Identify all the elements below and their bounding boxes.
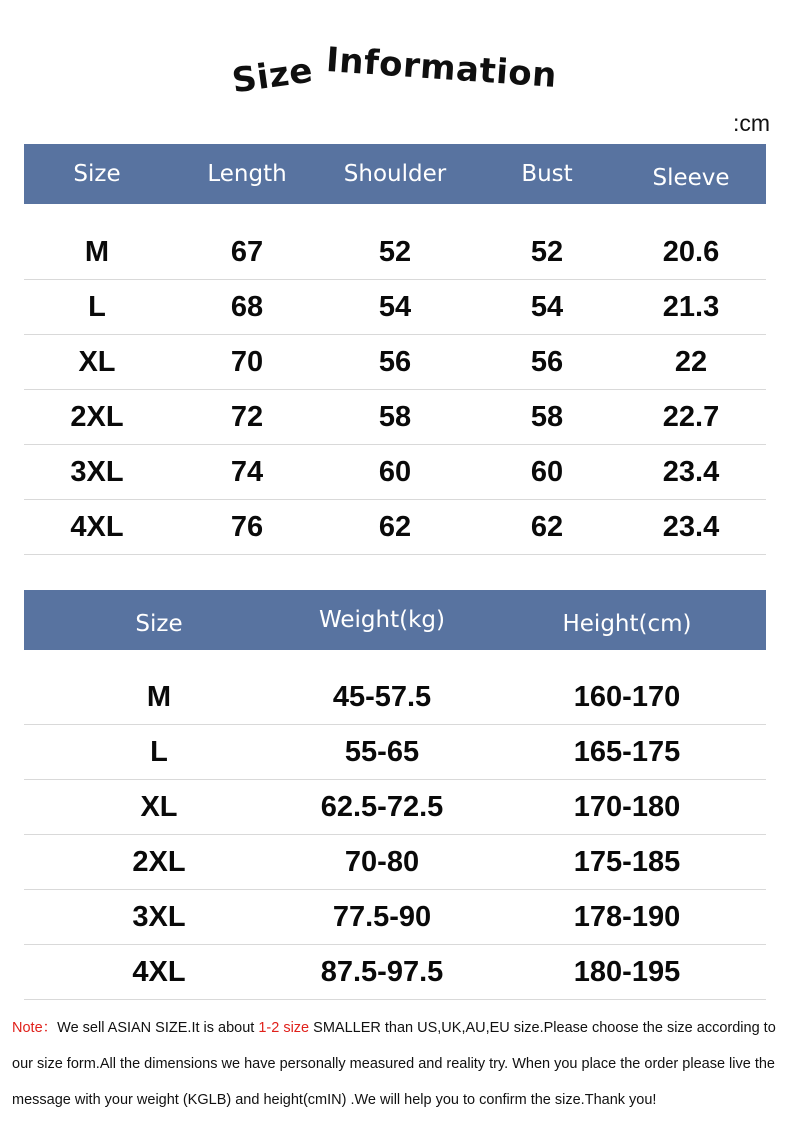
header-size: Size — [73, 161, 121, 187]
cell-size: L — [88, 291, 106, 323]
table-row — [24, 280, 766, 335]
cell-weight: 70-80 — [344, 846, 420, 878]
table-row — [24, 390, 766, 445]
header-length: Length — [207, 161, 287, 187]
cell-shoulder: 52 — [378, 236, 412, 268]
note-label: Note： — [12, 1020, 58, 1036]
size-note — [12, 1010, 788, 1118]
note-text-start: We sell ASIAN SIZE.It is about — [57, 1020, 259, 1036]
cell-height: 170-180 — [573, 791, 681, 823]
header-size: Size — [135, 611, 183, 637]
cell-weight: 87.5-97.5 — [320, 956, 444, 988]
cell-size: L — [150, 736, 168, 768]
cell-shoulder: 62 — [378, 511, 412, 543]
table-row — [24, 225, 766, 280]
cell-height: 160-170 — [573, 681, 681, 713]
cell-sleeve: 20.6 — [662, 236, 720, 268]
measurement-table-header — [24, 144, 766, 204]
cell-size: 2XL — [70, 401, 124, 433]
cell-shoulder: 54 — [378, 291, 412, 323]
measurement-table-body — [24, 225, 766, 555]
cell-length: 70 — [230, 346, 264, 378]
cell-size: 4XL — [132, 956, 186, 988]
cell-bust: 56 — [530, 346, 564, 378]
cell-size: 3XL — [70, 456, 124, 488]
cell-size: XL — [140, 791, 178, 823]
note-highlight: 1-2 size — [258, 1020, 310, 1036]
cell-weight: 45-57.5 — [332, 681, 432, 713]
title-word-information: Information — [325, 39, 559, 97]
cell-size: 3XL — [132, 901, 186, 933]
cell-length: 67 — [230, 236, 264, 268]
cell-size: 4XL — [70, 511, 124, 543]
header-bust: Bust — [521, 161, 573, 187]
cell-bust: 52 — [530, 236, 564, 268]
cell-shoulder: 56 — [378, 346, 412, 378]
header-sleeve: Sleeve — [652, 165, 730, 191]
header-height: Height(cm) — [562, 611, 692, 637]
table-row — [24, 335, 766, 390]
table-row — [24, 945, 766, 1000]
cell-shoulder: 58 — [378, 401, 412, 433]
cell-height: 180-195 — [573, 956, 681, 988]
header-weight: Weight(kg) — [319, 607, 445, 633]
table-row — [24, 890, 766, 945]
fit-table-body — [24, 670, 766, 1000]
cell-sleeve: 23.4 — [662, 456, 720, 488]
cell-weight: 55-65 — [344, 736, 420, 768]
cell-size: 2XL — [132, 846, 186, 878]
cell-weight: 62.5-72.5 — [320, 791, 444, 823]
cell-length: 72 — [230, 401, 264, 433]
cell-size: M — [146, 681, 172, 713]
cell-sleeve: 23.4 — [662, 511, 720, 543]
cell-sleeve: 21.3 — [662, 291, 720, 323]
note-text-end: SMALLER than US,UK,AU,EU size.Please choose the size according to our size form.All the dimensions we have personally measured and reality try. When you place the order please live the message with your weight (KGLB) and height(cmIN) .We will help you to confirm the size.Thank you! — [12, 1020, 776, 1108]
cell-sleeve: 22 — [674, 346, 708, 378]
cell-shoulder: 60 — [378, 456, 412, 488]
cell-height: 165-175 — [573, 736, 681, 768]
table-row — [24, 780, 766, 835]
cell-bust: 60 — [530, 456, 564, 488]
cell-length: 76 — [230, 511, 264, 543]
cell-size: XL — [78, 346, 116, 378]
title-word-size: Size — [230, 50, 316, 102]
cell-sleeve: 22.7 — [662, 401, 720, 433]
cell-length: 68 — [230, 291, 264, 323]
cell-height: 178-190 — [573, 901, 681, 933]
header-shoulder: Shoulder — [343, 161, 447, 187]
cell-size: M — [84, 236, 110, 268]
cell-bust: 54 — [530, 291, 564, 323]
cell-weight: 77.5-90 — [332, 901, 432, 933]
table-row — [24, 835, 766, 890]
fit-table-header — [24, 590, 766, 650]
table-row — [24, 725, 766, 780]
table-row — [24, 500, 766, 555]
cell-length: 74 — [230, 456, 264, 488]
cell-height: 175-185 — [573, 846, 681, 878]
table-row — [24, 445, 766, 500]
unit-label: :cm — [732, 110, 770, 136]
table-row — [24, 670, 766, 725]
cell-bust: 58 — [530, 401, 564, 433]
cell-bust: 62 — [530, 511, 564, 543]
page-title — [0, 39, 790, 104]
